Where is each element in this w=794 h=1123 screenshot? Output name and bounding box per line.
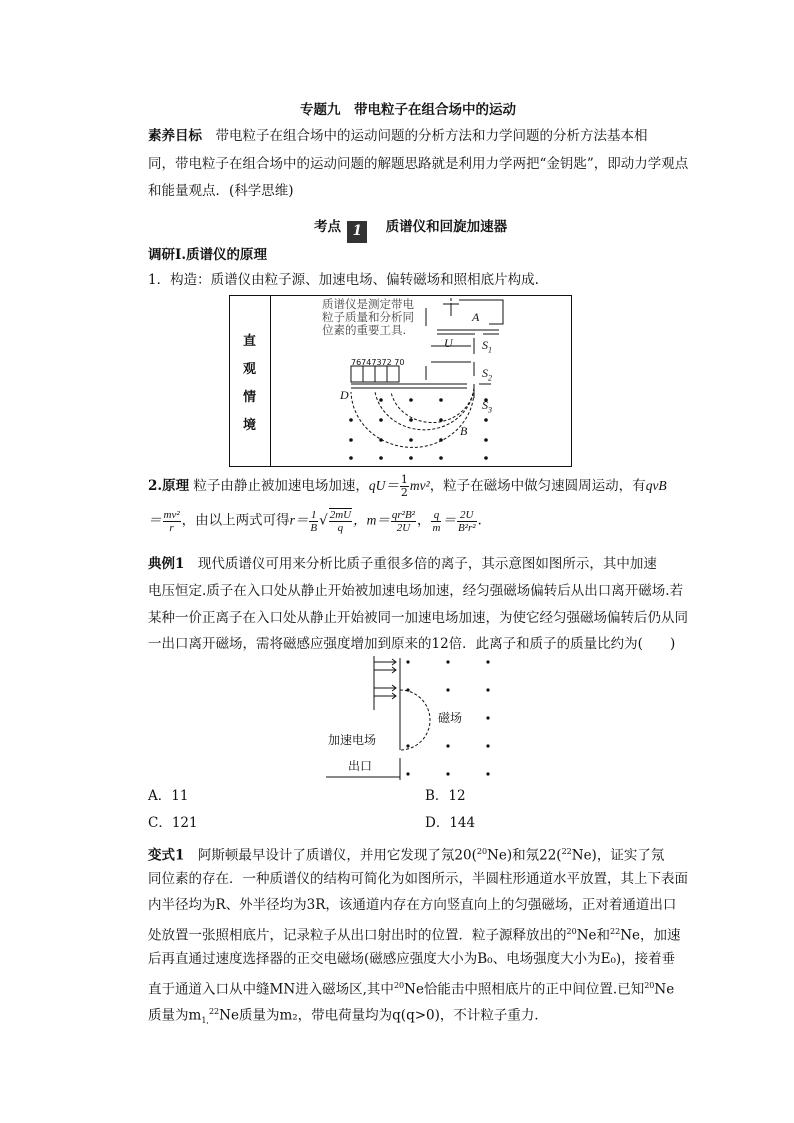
item-1: 1．构造：质谱仪由粒子源、加速电场、偏转磁场和照相底片构成. bbox=[148, 272, 539, 288]
variant-1-line-6 bbox=[148, 976, 674, 1000]
label-S2: $S_2$ bbox=[482, 366, 492, 383]
item-2-text-a: 粒子由静止被加速电场加速， bbox=[193, 478, 369, 494]
item-2-line-2: ＝ $\frac{\text{mv²}}{r}$ ，由以上两式可得r＝ $\frac{1}{B}$ √ $\frac{2mU}{q}$ ，m＝ $\frac{\text{qr²B²}}{2U}$ ， $\frac{q}{m}$ ＝ $\frac{2U}{\text{B²r²}}$ . bbox=[148, 508, 482, 534]
option-c[interactable]: C．121 bbox=[148, 815, 198, 831]
label-U: U bbox=[444, 336, 453, 350]
sup-20: 20 bbox=[644, 981, 655, 990]
label-D: D bbox=[340, 388, 349, 402]
example-1-line-1 bbox=[148, 554, 657, 574]
eq1-left: qU＝ bbox=[368, 478, 399, 493]
eq2: qvB bbox=[645, 478, 667, 493]
example-1-line-3: 某种一价正离子在入口处从静止开始被同一加速电场加速，为使它经匀强磁场偏转后仍从同 bbox=[148, 610, 688, 626]
sup-22: 22 bbox=[561, 847, 572, 856]
item-2-line-1 bbox=[148, 474, 667, 499]
sup-20: 20 bbox=[566, 927, 577, 936]
eq1-right: mv² bbox=[409, 478, 430, 493]
variant-1-text-7a: 质量为m bbox=[148, 1007, 202, 1024]
figure-side-label bbox=[230, 296, 271, 466]
label-S1: $S_1$ bbox=[482, 338, 492, 355]
variant-1-text-4b: Ne和 bbox=[576, 927, 610, 944]
option-a[interactable]: A．11 bbox=[148, 788, 189, 804]
sup-22: 22 bbox=[610, 927, 621, 936]
eq3-left: ＝ bbox=[148, 512, 162, 528]
variant-1-line-3: 内半径均为R、外半径均为3R，该通道内存在方向竖直向上的匀强磁场，正对着通道出口 bbox=[148, 897, 677, 913]
kaodian-badge: 1 bbox=[347, 221, 367, 243]
kaodian-name: 质谱仪和回旋加速器 bbox=[385, 219, 508, 235]
option-d[interactable]: D．144 bbox=[425, 815, 476, 831]
example-1-line-4: 一出口离开磁场，需将磁感应强度增加到原来的12倍．此离子和质子的质量比约为( ) bbox=[148, 636, 676, 652]
qm-sep: ， bbox=[416, 512, 431, 529]
fraction-q-m: $\frac{q}{m}$ bbox=[432, 508, 441, 534]
goal-line-3: 和能量观点．(科学思维) bbox=[148, 183, 294, 199]
sub-1: 1, bbox=[201, 1016, 209, 1026]
example-1-text-1: 现代质谱仪可用来分析比质子重很多倍的离子，其示意图如图所示，其中加速 bbox=[197, 556, 657, 572]
variant-1-line-7 bbox=[148, 1002, 548, 1031]
research-heading: 调研Ⅰ.质谱仪的原理 bbox=[148, 247, 268, 263]
variant-1-text-1a: 阿斯顿最早设计了质谱仪，并用它发现了氖20( bbox=[197, 847, 477, 864]
fraction-1-B: $\frac{1}{B}$ bbox=[310, 508, 318, 534]
example-1-line-2: 电压恒定.质子在入口处从静止开始被加速电场加速，经匀强磁场偏转后从出口离开磁场.若 bbox=[148, 583, 684, 599]
variant-1-line-4 bbox=[148, 922, 681, 946]
variant-1-line-5: 后再直通过速度选择器的正交电磁场(磁感应强度大小为B₀、电场强度大小为E₀)，接着垂 bbox=[148, 951, 676, 967]
figure-note-3: 位素的重要工具. bbox=[322, 323, 407, 337]
exit-label: 出口 bbox=[348, 759, 373, 773]
fraction-mv2-r: $\frac{\text{mv²}}{r}$ bbox=[163, 508, 180, 534]
sup-20: 20 bbox=[476, 847, 488, 856]
accel-field-label: 加速电场 bbox=[328, 733, 377, 747]
variant-1-line-1 bbox=[148, 842, 664, 866]
variant-1-label: 变式1 bbox=[148, 847, 185, 864]
figure-note-1: 质谱仪是测定带电 bbox=[322, 297, 414, 311]
sup-20: 20 bbox=[393, 981, 405, 990]
variant-1-text-6a: 直于通道入口从中缝MN进入磁场区,其中 bbox=[148, 981, 394, 998]
label-B: B bbox=[460, 424, 468, 438]
option-b[interactable]: B．12 bbox=[425, 788, 466, 804]
figure-note-2: 粒子质量和分析同 bbox=[322, 310, 414, 324]
goal-line-1 bbox=[148, 126, 648, 146]
goal-label: 素养目标 bbox=[148, 128, 202, 144]
fraction-qm-value: $\frac{2U}{\text{B²r²}}$ bbox=[457, 508, 476, 534]
r-eq: r＝ bbox=[289, 512, 309, 528]
kaodian-heading bbox=[314, 217, 507, 243]
variant-1-text-6c: Ne bbox=[654, 981, 675, 998]
side-char: 直 bbox=[243, 334, 257, 349]
example-1-label: 典例1 bbox=[148, 556, 185, 572]
variant-1-text-6b: Ne恰能击中照相底片的正中间位置.已知 bbox=[404, 981, 645, 998]
variant-1-text-1c: Ne)，证实了氖 bbox=[571, 847, 665, 864]
mass-spectrometer-figure bbox=[229, 295, 572, 467]
label-A: A bbox=[472, 310, 480, 324]
magnetic-field-label: 磁场 bbox=[438, 711, 463, 725]
variant-1-text-1b: Ne)和氖22( bbox=[487, 847, 562, 864]
variant-1-text-4c: Ne，加速 bbox=[620, 927, 681, 944]
sup-22: 22 bbox=[208, 1007, 220, 1016]
side-char: 观 bbox=[243, 362, 257, 377]
example-1-figure bbox=[326, 654, 496, 780]
side-char: 情 bbox=[243, 390, 257, 405]
sqrt-sign: √ bbox=[319, 512, 328, 529]
goal-line-2: 同，带电粒子在组合场中的运动问题的解题思路就是利用力学两把“金钥匙”，即动力学观点 bbox=[148, 156, 689, 172]
goal-text-1: 带电粒子在组合场中的运动问题的分析方法和力学问题的分析方法基本相 bbox=[215, 128, 648, 144]
variant-1-line-2: 同位素的存在．一种质谱仪的结构可简化为如图所示，半圆柱形通道水平放置，其上下表面 bbox=[148, 871, 688, 887]
kaodian-label: 考点 bbox=[314, 219, 341, 235]
fraction-2mU-q: $\frac{2mU}{q}$ bbox=[329, 509, 352, 534]
fraction-half: $\frac{1}{2}$ bbox=[400, 473, 408, 499]
item-2-text-b: ，粒子在磁场中做匀速圆周运动，有 bbox=[429, 478, 646, 494]
spectrometer-diagram bbox=[271, 296, 571, 466]
fraction-m: $\frac{\text{qr²B²}}{2U}$ bbox=[391, 508, 415, 534]
item-2-text-c: ，由以上两式可得 bbox=[181, 512, 290, 529]
side-char: 境 bbox=[243, 418, 257, 433]
label-S3: $S_3$ bbox=[482, 398, 492, 415]
variant-1-text-7b: Ne质量为m₂，带电荷量均为q(q>0)，不计粒子重力． bbox=[219, 1007, 548, 1024]
variant-1-text-4a: 处放置一张照相底片，记录粒子从出口射出时的位置．粒子源释放出的 bbox=[148, 927, 567, 944]
page-title: 专题九 带电粒子在组合场中的运动 bbox=[300, 102, 516, 118]
scale-label: 76747372 70 bbox=[351, 358, 405, 367]
item-2-end: . bbox=[477, 512, 482, 529]
m-eq: ，m＝ bbox=[353, 512, 390, 528]
item-2-label: 2.原理 bbox=[148, 478, 190, 494]
